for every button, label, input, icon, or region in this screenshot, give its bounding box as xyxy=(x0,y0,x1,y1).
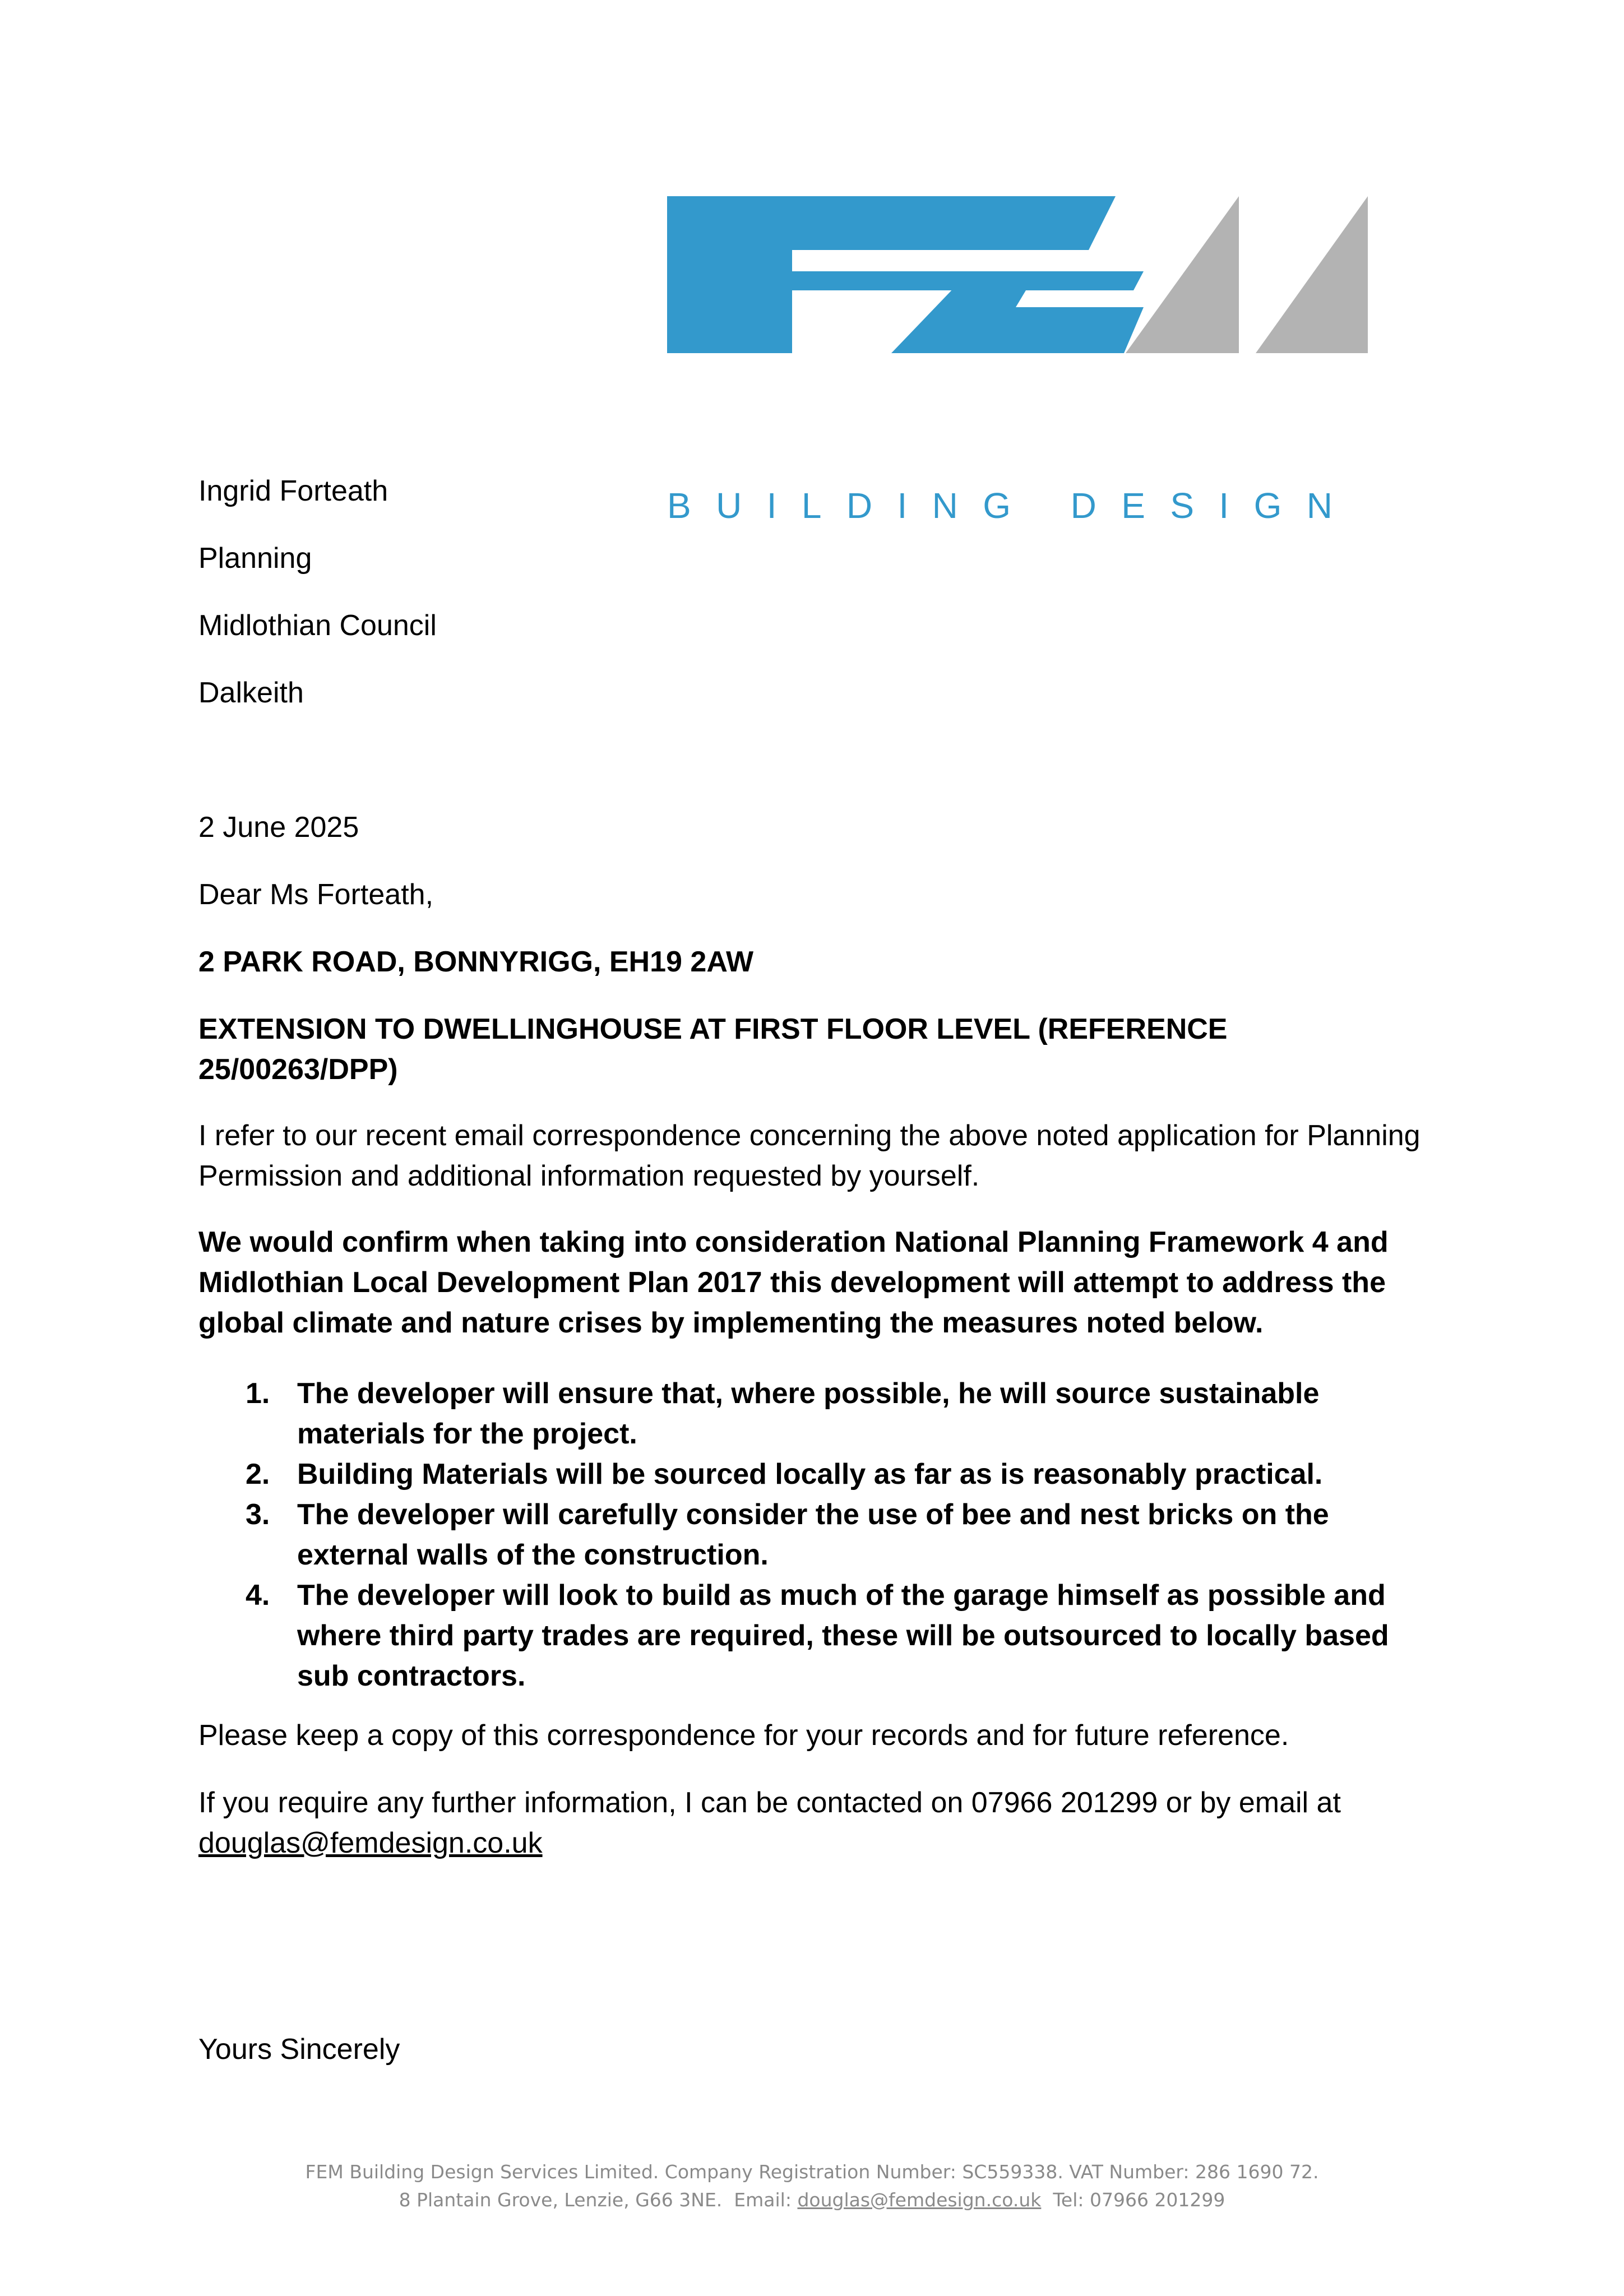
subject-title: EXTENSION TO DWELLINGHOUSE AT FIRST FLOOR LEVEL (REFERENCE 25/00263/DPP) xyxy=(198,1013,1228,1086)
intro-paragraph: I refer to our recent email correspondence concerning the above noted application for Planning Permission and additional information requested by yourself. xyxy=(198,1119,1421,1192)
logo-tagline-text: BUILDING DESIGN xyxy=(667,485,1368,526)
footer-company-line: FEM Building Design Services Limited. Company Registration Number: SC559338. VAT Number: 286 1690 72. xyxy=(305,2161,1319,2183)
company-logo xyxy=(667,196,1368,526)
footer-contact-line xyxy=(0,2186,1624,2214)
footer-tel: Tel: 07966 201299 xyxy=(1053,2189,1225,2211)
confirmation-paragraph: We would confirm when taking into consideration National Planning Framework 4 and Midlothian Local Development Plan 2017 this development will attempt to address the global climate and nature crises by implementing the measures noted below. xyxy=(198,1226,1389,1339)
measure-text: The developer will carefully consider the use of bee and nest bricks on the external walls of the construction. xyxy=(297,1498,1329,1571)
measure-item xyxy=(198,1373,1443,1454)
logo-triangle-left xyxy=(1126,196,1239,353)
measure-text: Building Materials will be sourced locally as far as is reasonably practical. xyxy=(297,1458,1323,1490)
measure-item xyxy=(198,1575,1443,1696)
letter-date: 2 June 2025 xyxy=(198,811,359,844)
recipient-town: Dalkeith xyxy=(198,677,304,709)
salutation: Dear Ms Forteath, xyxy=(198,878,434,911)
recipient-name: Ingrid Forteath xyxy=(198,475,388,507)
measure-number: 1. xyxy=(246,1377,270,1410)
measure-number: 3. xyxy=(246,1498,270,1531)
measure-text: The developer will look to build as much of the garage himself as possible and where third party trades are required, these will be outsourced to locally based sub contractors. xyxy=(297,1579,1389,1692)
footer-email-label: Email: xyxy=(734,2189,792,2211)
records-note: Please keep a copy of this correspondence for your records and for future reference. xyxy=(198,1719,1289,1752)
measure-item xyxy=(198,1494,1443,1575)
footer-email-link[interactable]: douglas@femdesign.co.uk xyxy=(797,2189,1042,2211)
logo-triangle-right xyxy=(1256,196,1368,353)
measure-item xyxy=(198,1454,1443,1494)
footer-address: 8 Plantain Grove, Lenzie, G66 3NE. xyxy=(399,2189,723,2211)
contact-email-link[interactable]: douglas@femdesign.co.uk xyxy=(198,1827,543,1859)
logo-tagline xyxy=(667,388,1368,526)
signoff: Yours Sincerely xyxy=(198,2033,400,2066)
contact-text: If you require any further information, I can be contacted on 07966 201299 or by email at xyxy=(198,1786,1341,1819)
recipient-department: Planning xyxy=(198,542,312,575)
measures-list xyxy=(198,1373,1443,1696)
subject-address: 2 PARK ROAD, BONNYRIGG, EH19 2AW xyxy=(198,946,754,978)
recipient-organisation: Midlothian Council xyxy=(198,609,437,642)
measure-number: 2. xyxy=(246,1458,270,1490)
measure-text: The developer will ensure that, where possible, he will source sustainable materials for the project. xyxy=(297,1377,1320,1450)
measure-number: 4. xyxy=(246,1579,270,1612)
contact-paragraph xyxy=(198,1783,1443,1863)
